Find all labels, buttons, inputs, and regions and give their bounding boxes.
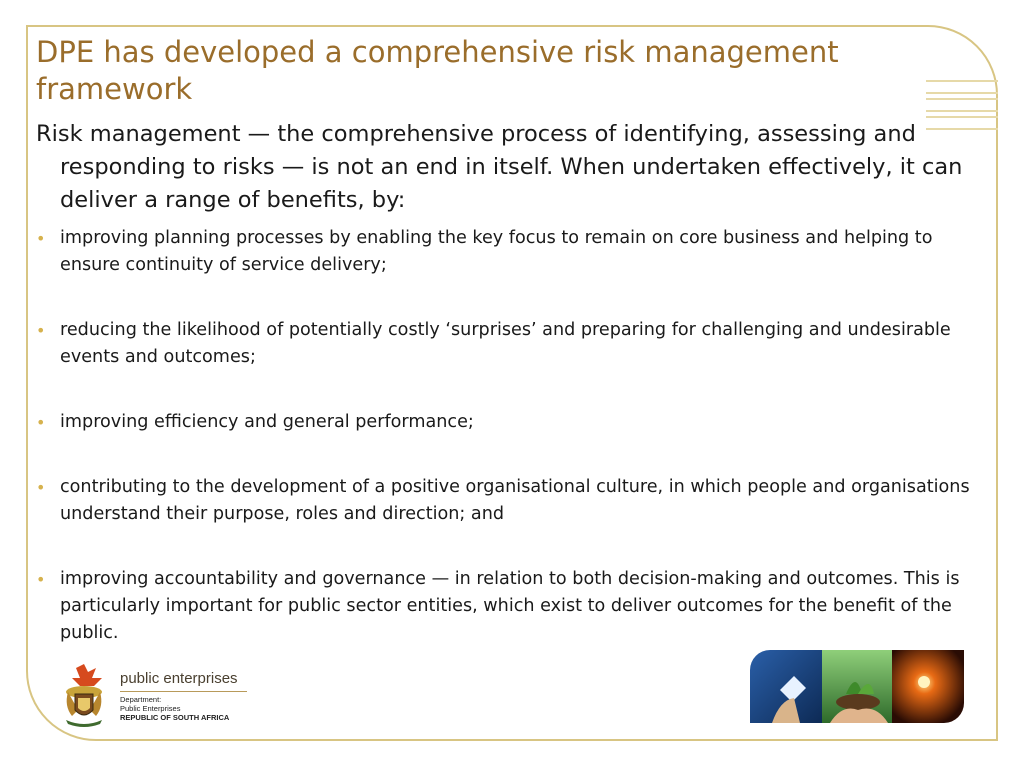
dpe-logo — [58, 662, 258, 730]
bullet-item — [36, 409, 984, 436]
bullet-icon: • — [36, 229, 46, 248]
coat-of-arms-icon — [58, 662, 110, 728]
photo-strip-graphic — [750, 650, 964, 723]
department-text — [120, 695, 229, 722]
bullet-icon: • — [36, 570, 46, 589]
brand-name: public enterprises — [120, 670, 238, 687]
bullet-item — [36, 566, 984, 647]
bullet-icon: • — [36, 413, 46, 432]
dept-line: Department: — [120, 695, 162, 704]
brand-divider — [120, 691, 247, 692]
bullet-item — [36, 474, 984, 528]
bullet-icon: • — [36, 478, 46, 497]
dept-line: Public Enterprises — [120, 704, 181, 713]
bullet-item — [36, 225, 984, 279]
bullet-text: improving accountability and governance — in relation to both decision-making and outcomes. This is particularly important for public sector entities, which exist to deliver outcomes for the benefit of the public. — [60, 569, 960, 643]
bullet-item — [36, 317, 984, 371]
bullet-text: reducing the likelihood of potentially costly ‘surprises’ and preparing for challenging and undesirable events and outcomes; — [60, 320, 951, 367]
dept-line: REPUBLIC OF SOUTH AFRICA — [120, 713, 230, 722]
slide-title: DPE has developed a comprehensive risk management framework — [36, 35, 839, 106]
bullet-text: contributing to the development of a positive organisational culture, in which people and organisations understand their purpose, roles and direction; and — [60, 477, 970, 524]
photo-strip-image — [750, 650, 964, 723]
bullet-text: improving efficiency and general performance; — [60, 412, 474, 432]
bullet-text: improving planning processes by enabling the key focus to remain on core business and helping to ensure continuity of service delivery; — [60, 228, 933, 275]
bullet-icon: • — [36, 321, 46, 340]
bullet-list — [36, 225, 984, 647]
intro-paragraph: Risk management — the comprehensive process of identifying, assessing and responding to risks — is not an end in itself. When undertaken effectively, it can deliver a range of benefits, by: — [36, 121, 963, 213]
